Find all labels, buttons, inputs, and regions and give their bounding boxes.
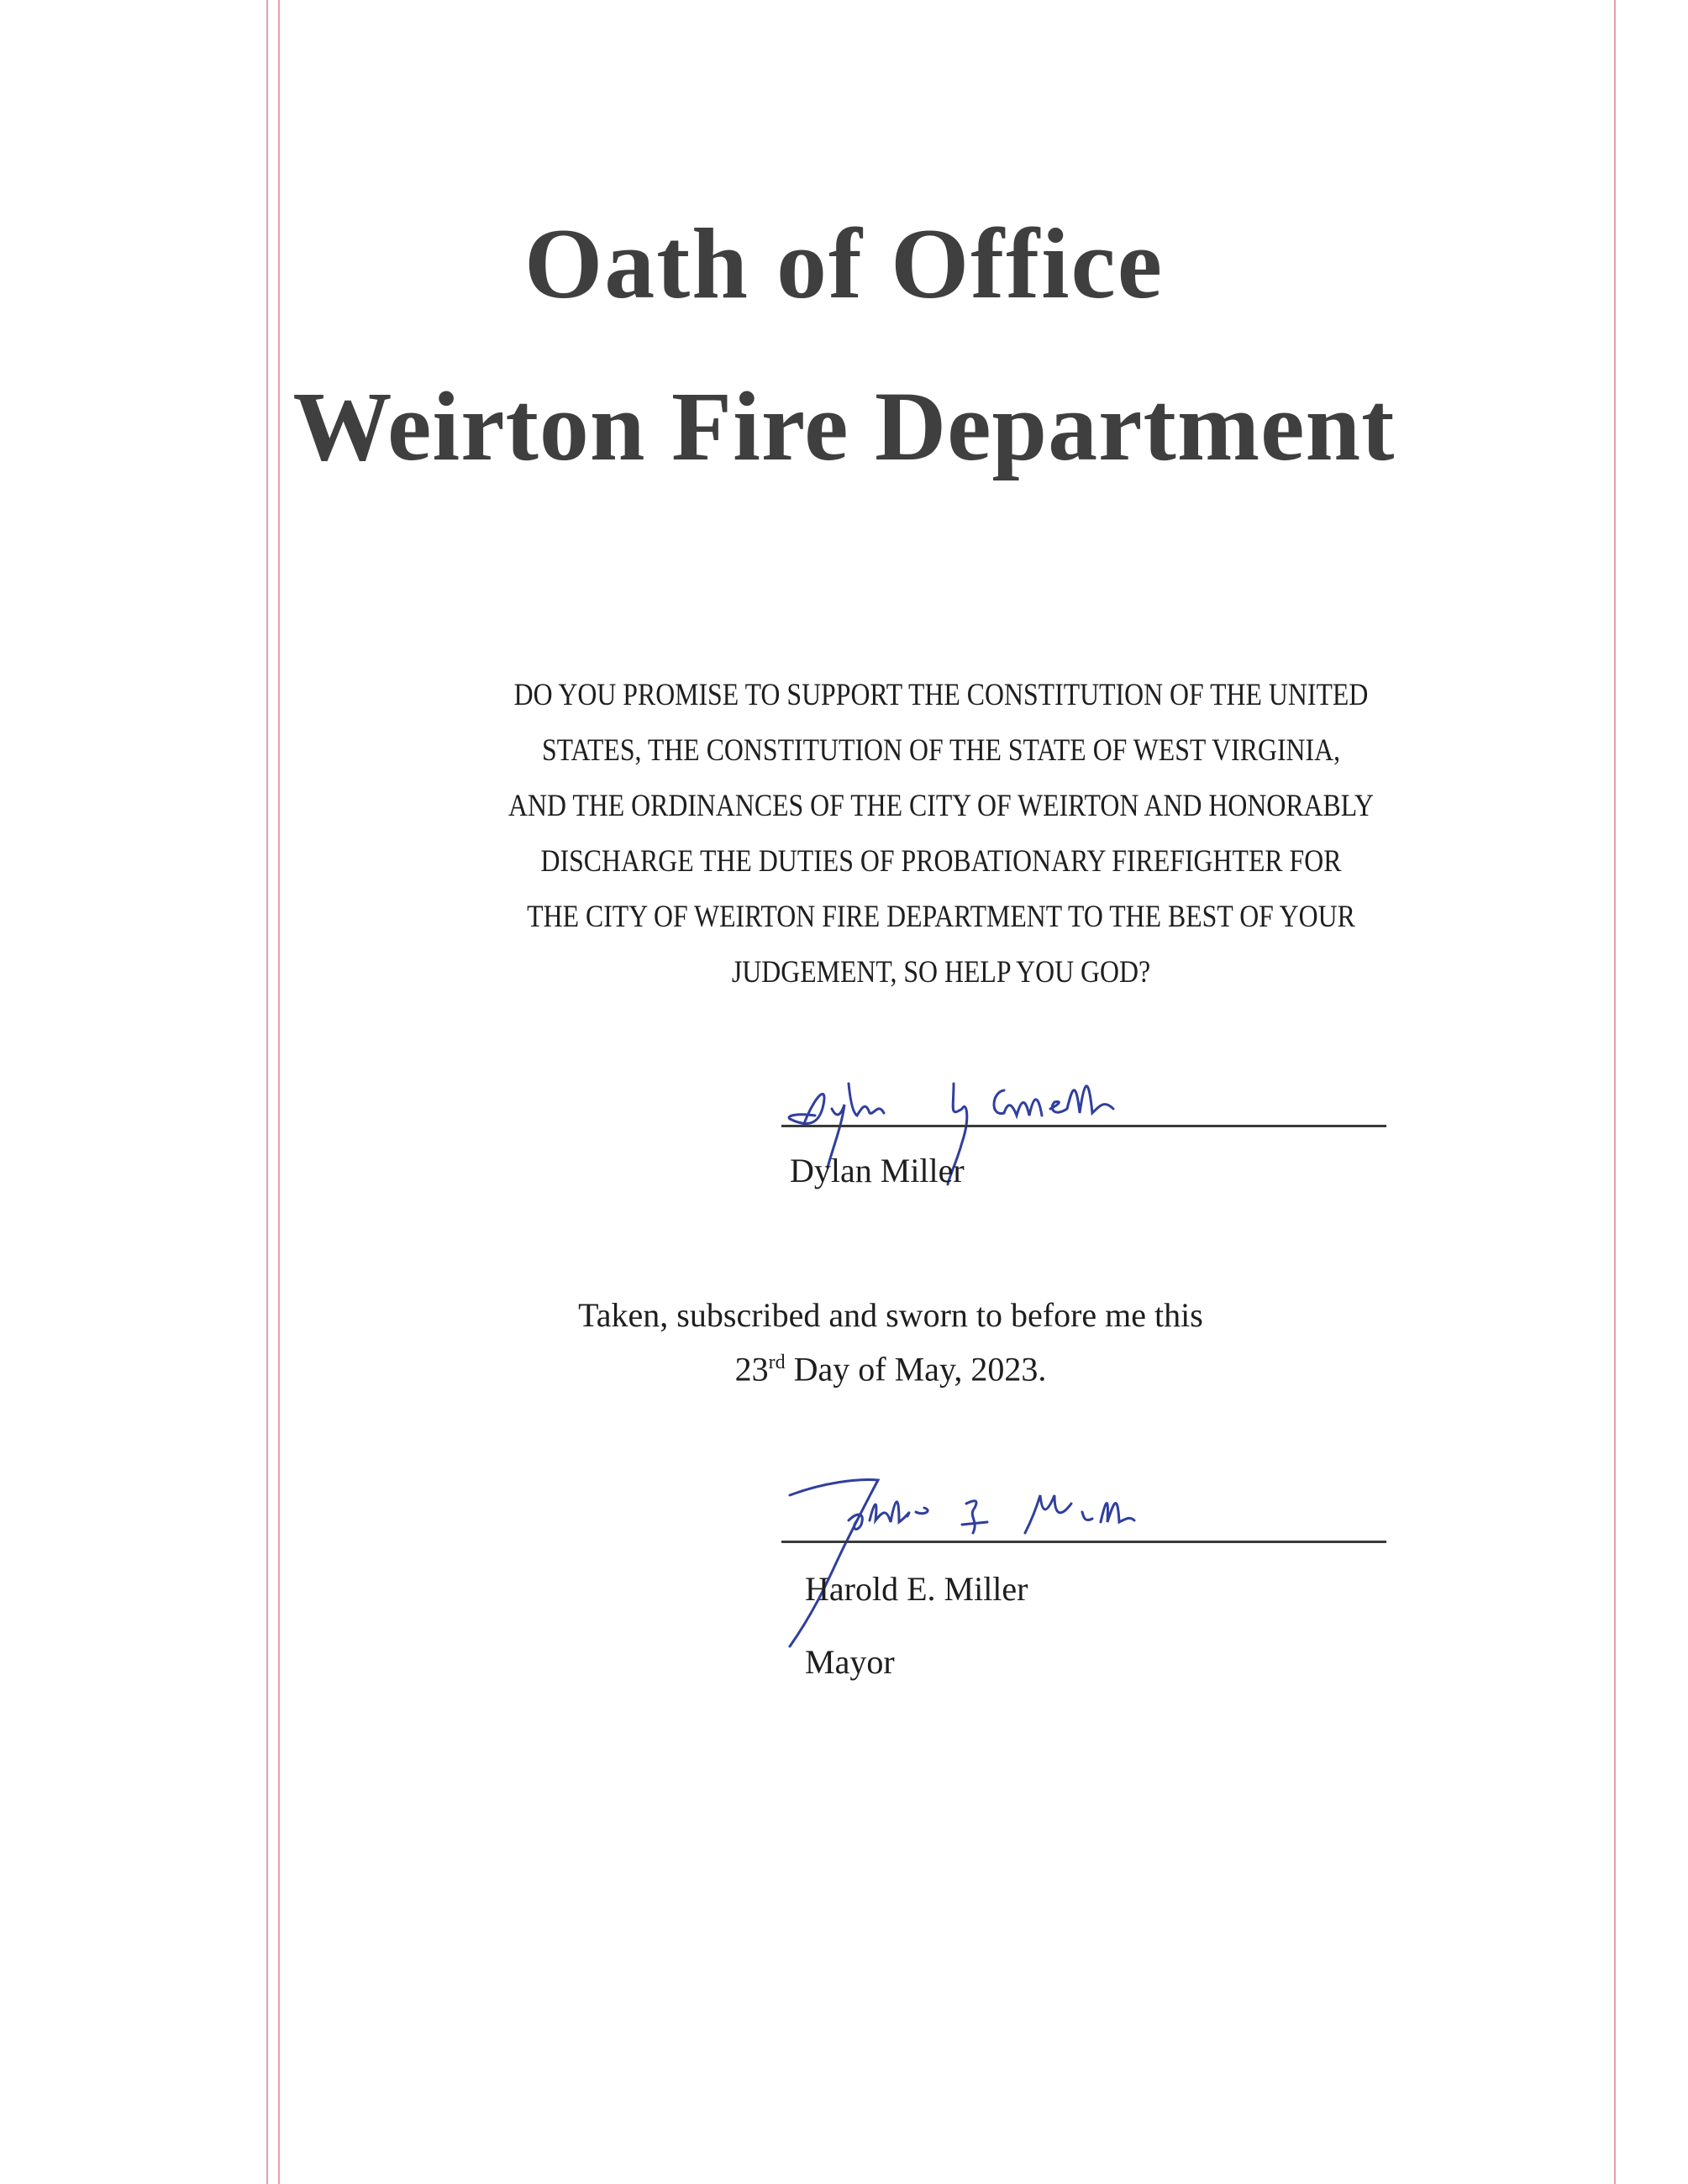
sworn-line-1: Taken, subscribed and sworn to before me this xyxy=(578,1296,1203,1334)
left-margin-line-1 xyxy=(266,0,268,2184)
sworn-date-rest: Day of May, 2023. xyxy=(785,1350,1047,1389)
sworn-line-2 xyxy=(471,1339,1311,1393)
sworn-day-number: 23 xyxy=(734,1350,769,1389)
official-signature xyxy=(773,1470,1277,1655)
department-title: Weirton Fire Department xyxy=(292,371,1396,481)
document-title: Oath of Office xyxy=(523,207,1165,319)
official-name: Harold E. Miller xyxy=(805,1570,1028,1608)
official-signature-line xyxy=(781,1541,1386,1543)
oath-text xyxy=(450,668,1433,1000)
signer-signature-line xyxy=(781,1125,1386,1127)
oath-line: DO YOU PROMISE TO SUPPORT THE CONSTITUTION OF THE UNITED xyxy=(513,678,1369,712)
right-margin-line xyxy=(1614,0,1616,2184)
official-title: Mayor xyxy=(805,1643,895,1681)
sworn-day-suffix: rd xyxy=(768,1352,786,1373)
left-margin-line-2 xyxy=(278,0,280,2184)
oath-line: STATES, THE CONSTITUTION OF THE STATE OF WEST VIRGINIA, xyxy=(541,733,1341,768)
oath-line: JUDGEMENT, SO HELP YOU GOD? xyxy=(731,955,1151,990)
sworn-statement xyxy=(471,1292,1311,1393)
oath-line: AND THE ORDINANCES OF THE CITY OF WEIRTON AND HONORABLY xyxy=(508,789,1374,823)
signer-name: Dylan Miller xyxy=(790,1152,965,1189)
oath-line: DISCHARGE THE DUTIES OF PROBATIONARY FIREFIGHTER FOR xyxy=(540,844,1342,879)
oath-line: THE CITY OF WEIRTON FIRE DEPARTMENT TO THE BEST OF YOUR xyxy=(527,900,1355,934)
